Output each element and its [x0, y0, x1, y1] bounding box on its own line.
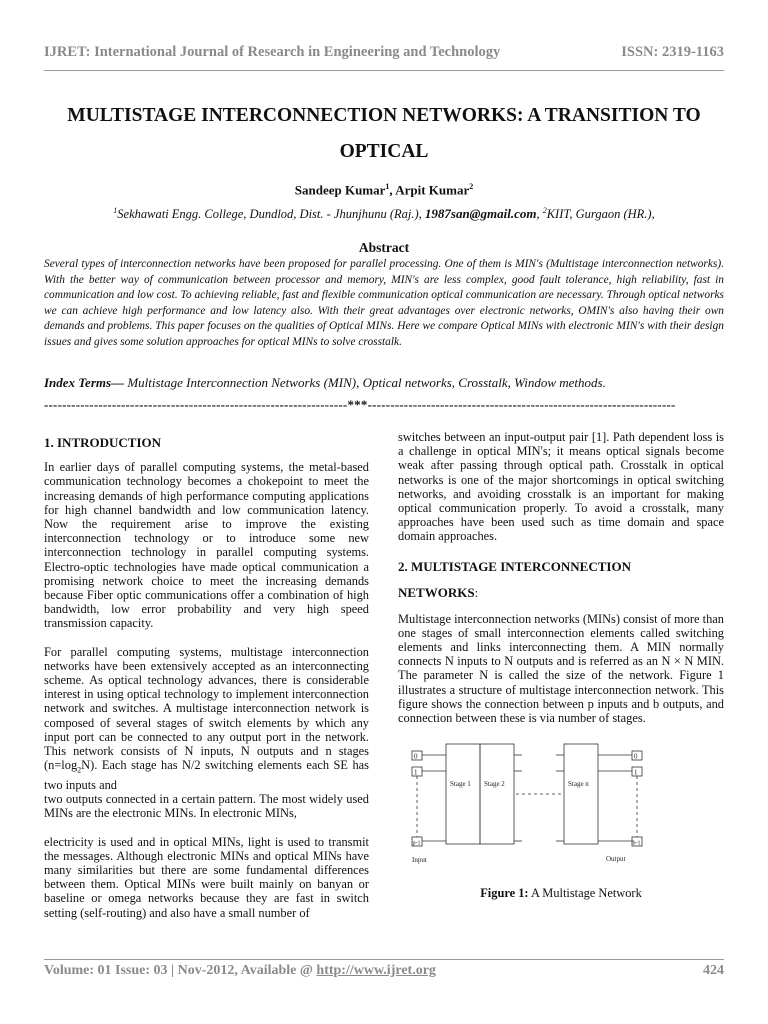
separator-mid: *** [347, 397, 368, 412]
stage-2-block [480, 744, 514, 844]
figure-caption-text: A Multistage Network [528, 886, 642, 901]
affil-inst-1: Sekhawati Engg. College, Dundlod, Dist. - Jhunjhunu (Raj.), [117, 207, 425, 222]
separator-left: ------------------------------------------------------------------- [44, 397, 348, 412]
label-out-b-1: b-1 [632, 840, 641, 847]
abstract-heading: Abstract [358, 240, 410, 255]
intro-paragraph-4: electricity is used and in optical MINs, light is used to transmit the messages. Although electronic MINs and optical MINs have many similarities but there are some fundamental differences between them. Optical MINs were built mainly on banyan or baseline or omega networks because they are fast in switch setting (self-routing) and also have a small number of [44, 834, 369, 920]
label-in-0: 0 [414, 752, 418, 761]
authors [44, 182, 724, 198]
right-paragraph-2: Multistage interconnection networks (MINs) consist of more than one stages of small interconnection elements called switching elements and links interconnecting them. A MIN normally connects N inputs to N outputs and is referred as an N × N MIN. The parameter N is called the size of the network. Figure 1 illustrates a structure of multistage interconnection network. This figure shows the connection between p inputs and b outputs, and connection between these is via number of stages. [398, 611, 724, 726]
stage-n-block [564, 744, 598, 844]
intro-paragraph-1: In earlier days of parallel computing systems, the metal-based communication technology becomes a chokepoint to meet the increasing demands of high performance computing applications for high channel bandwidth and low communication latency. Now the requirement arise to improve the existing interconnection technology or to introduce some new interconnection technology in parallel computing systems. Electro-optic technologies have made optical communication a promising network choice to meet the increasing demands because Fiber optic communications offer a combination of high bandwidth, low error probability and very high speed transmission capacity. [44, 460, 369, 631]
intro-paragraph-3: two outputs connected in a certain pattern. The most widely used MINs are the electronic MINs. In electronic MINs, [44, 792, 369, 821]
running-header [44, 44, 724, 61]
left-column [44, 430, 369, 934]
author-1-sup: 1 [385, 182, 390, 191]
figure-caption-label: Figure 1: [480, 886, 529, 901]
title-line-1: MULTISTAGE INTERCONNECTION NETWORKS: A TRANSITION TO [67, 105, 701, 126]
label-out-0: 0 [634, 752, 638, 761]
abstract-body: Several types of interconnection networks have been proposed for parallel processing. One of them is MIN's (Multistage interconnection networks). With the better way of communication between processor and memory, MIN's are less complex, good fault tolerance, high reliability, fast in communication and low cost. To achieving reliable, fast and flexible communication optical communication are necessary. Through optical networks we can achieve high performance and low latency also. With their great advantages over electronic networks, OMIN's also having their own demands and problems. This paper focuses on the qualities of Optical MINs. Here we compare Optical MINs with electronic MIN's with their design issues and gives some solution approaches for optical MINs to solve crosstalk. [44, 258, 724, 348]
label-stage-1: Stage 1 [450, 780, 471, 789]
right-paragraph-1: switches between an input-output pair [1]. Path dependent loss is a challenge in optical MIN's; it means optical signals become weak after passing through optical path. Crosstalk in optical networks is one of the major shortcomings in optical switching networks, and avoiding crosstalk is an important for making optical communication properly. To avoid a crosstalk, many approaches have been used such as time domain and space domain approaches. [398, 430, 724, 544]
label-stage-n: Stage n [568, 780, 589, 789]
footer-rule [44, 959, 724, 960]
label-in-p-1: p-1 [412, 840, 421, 847]
affil-sep: , [536, 207, 543, 222]
page-number: 424 [703, 963, 724, 978]
intro-p2-text: For parallel computing systems, multistage interconnection networks have been extensively accepted as an interconnecting scheme. As optical technology advances, there is considerable interest in using optical technology to implement interconnection network and switches. A multistage interconnection network is composed of several stages of switch elements by which any input port can be connected to any output port in the network. This network consists of N inputs, N outputs and n stages (n=log [44, 644, 369, 773]
index-terms-label: Index Terms— [44, 375, 125, 390]
journal-website-link[interactable]: http://www.ijret.org [316, 963, 436, 978]
footer-volume [44, 963, 436, 979]
figure-1 [406, 739, 656, 874]
issn: ISSN: 2319-1163 [621, 44, 724, 60]
author-1: Sandeep Kumar [294, 182, 386, 198]
section-1-heading: 1. INTRODUCTION [44, 435, 162, 450]
author-2-sup: 2 [469, 182, 474, 191]
intro-p2-end: N). Each stage has N/2 switching elements each SE has two inputs and [44, 758, 369, 792]
intro-paragraph-2 [44, 645, 369, 793]
footer-volume-text: Volume: 01 Issue: 03 | Nov-2012, Available @ [44, 963, 317, 978]
paper-title [44, 98, 724, 170]
separator-right: -------------------------------------------------------------------- [367, 397, 676, 412]
stage-1-block [446, 744, 480, 844]
section-2-heading-line-1: 2. MULTISTAGE INTERCONNECTION [398, 558, 631, 574]
author-email[interactable]: 1987san@gmail.com [424, 206, 537, 222]
section-2-heading-colon: : [474, 584, 479, 600]
section-2-heading [398, 554, 724, 606]
right-column [398, 430, 724, 900]
label-stage-2: Stage 2 [484, 780, 505, 789]
multistage-network-diagram [406, 739, 656, 874]
index-terms [44, 375, 724, 391]
section-2-heading-line-2: NETWORKS [398, 584, 475, 600]
journal-name: IJRET: International Journal of Research in Engineering and Technology [44, 44, 501, 60]
label-out-1: 1 [634, 768, 638, 777]
affil-sup-1: 1 [113, 206, 118, 215]
section-separator [44, 397, 724, 413]
affil-sup-2: 2 [542, 206, 547, 215]
affiliations [30, 206, 738, 222]
label-input: Input [412, 856, 427, 865]
header-rule [44, 70, 724, 71]
running-footer [44, 963, 724, 979]
label-in-1: 1 [414, 768, 418, 777]
figure-1-caption [398, 886, 724, 900]
title-line-2: OPTICAL [339, 141, 429, 162]
label-output: Output [606, 855, 626, 864]
index-terms-text: Multistage Interconnection Networks (MIN), Optical networks, Crosstalk, Window methods. [124, 375, 606, 390]
affil-inst-2: KIIT, Gurgaon (HR.), [546, 207, 655, 222]
intro-p2-sub: 2 [77, 765, 82, 775]
author-sep: , [389, 182, 396, 198]
author-2: Arpit Kumar [395, 182, 470, 198]
